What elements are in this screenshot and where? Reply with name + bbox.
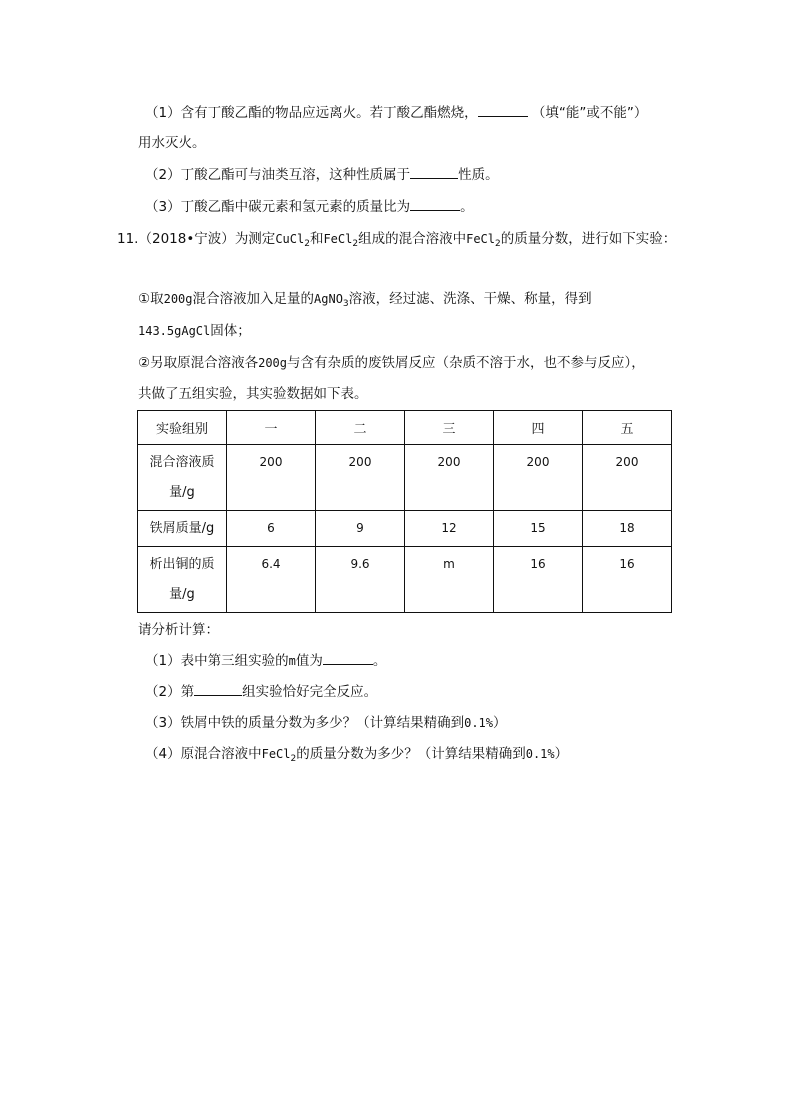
answer-blank xyxy=(478,103,528,117)
table-cell: 6.4 xyxy=(227,547,316,613)
table-cell: 200 xyxy=(583,445,672,511)
table-cell: 9.6 xyxy=(316,547,405,613)
table-cell: 9 xyxy=(316,511,405,547)
row-label: 铁屑质量/g xyxy=(138,511,227,547)
table-row xyxy=(138,547,672,613)
question-number: 11. xyxy=(117,231,139,247)
answer-blank xyxy=(194,682,242,696)
table-header-cell: 二 xyxy=(316,411,405,445)
table-cell: 200 xyxy=(405,445,494,511)
table-cell: 16 xyxy=(583,547,672,613)
experiment-data-table xyxy=(137,410,672,613)
question-source: （2018•宁波） xyxy=(138,231,235,247)
table-header-row xyxy=(138,411,672,445)
answer-blank xyxy=(323,651,373,665)
row-label: 混合溶液质 量/g xyxy=(138,445,227,511)
table-cell: 12 xyxy=(405,511,494,547)
table-cell: m xyxy=(405,547,494,613)
question-1: （1）表中第三组实验的m值为 。 xyxy=(145,653,387,669)
table-cell: 15 xyxy=(494,511,583,547)
q10-part3: （3）丁酸乙酯中碳元素和氢元素的质量比为 。 xyxy=(145,199,474,215)
table-cell: 18 xyxy=(583,511,672,547)
table-header-cell: 三 xyxy=(405,411,494,445)
q10-part1-line2: 用水灭火。 xyxy=(138,135,206,151)
table-row xyxy=(138,445,672,511)
table-header-cell: 实验组别 xyxy=(138,411,227,445)
table-cell: 200 xyxy=(494,445,583,511)
q11-step2-line2: 共做了五组实验，其实验数据如下表。 xyxy=(138,386,368,402)
q10-part1-line1: （1）含有丁酸乙酯的物品应远离火。若丁酸乙酯燃烧， （填“能”或不能”） xyxy=(145,105,648,121)
answer-blank xyxy=(410,165,458,179)
question-4: （4）原混合溶液中FeCl$_2$的质量分数为多少？（计算结果精确到0.1%） xyxy=(145,746,569,764)
table-cell: 16 xyxy=(494,547,583,613)
table-cell: 200 xyxy=(316,445,405,511)
q11-step1-line2: 143.5gAgCl固体； xyxy=(138,323,251,339)
q11-step2-line1: ②另取原混合溶液各200g与含有杂质的废铁屑反应（杂质不溶于水，也不参与反应）， xyxy=(138,355,645,371)
row-label: 析出铜的质 量/g xyxy=(138,547,227,613)
table-row xyxy=(138,511,672,547)
table-cell: 6 xyxy=(227,511,316,547)
q10-part2: （2）丁酸乙酯可与油类互溶，这种性质属于 性质。 xyxy=(145,167,499,183)
table-header-cell: 五 xyxy=(583,411,672,445)
answer-blank xyxy=(410,197,460,211)
q11-stem: 11.（2018•宁波）为测定CuCl$_2$和FeCl$_2$组成的混合溶液中FeCl$_2$的质量分数，进行如下实验： xyxy=(117,231,677,249)
analysis-intro: 请分析计算： xyxy=(138,622,219,638)
table-header-cell: 一 xyxy=(227,411,316,445)
table-cell: 200 xyxy=(227,445,316,511)
table-header-cell: 四 xyxy=(494,411,583,445)
q11-step1-line1: ①取200g混合溶液加入足量的AgNO$_3$溶液，经过滤、洗涤、干燥、称量，得到 xyxy=(138,291,592,309)
question-2: （2）第 组实验恰好完全反应。 xyxy=(145,684,378,700)
question-3: （3）铁屑中铁的质量分数为多少？（计算结果精确到0.1%） xyxy=(145,715,507,731)
